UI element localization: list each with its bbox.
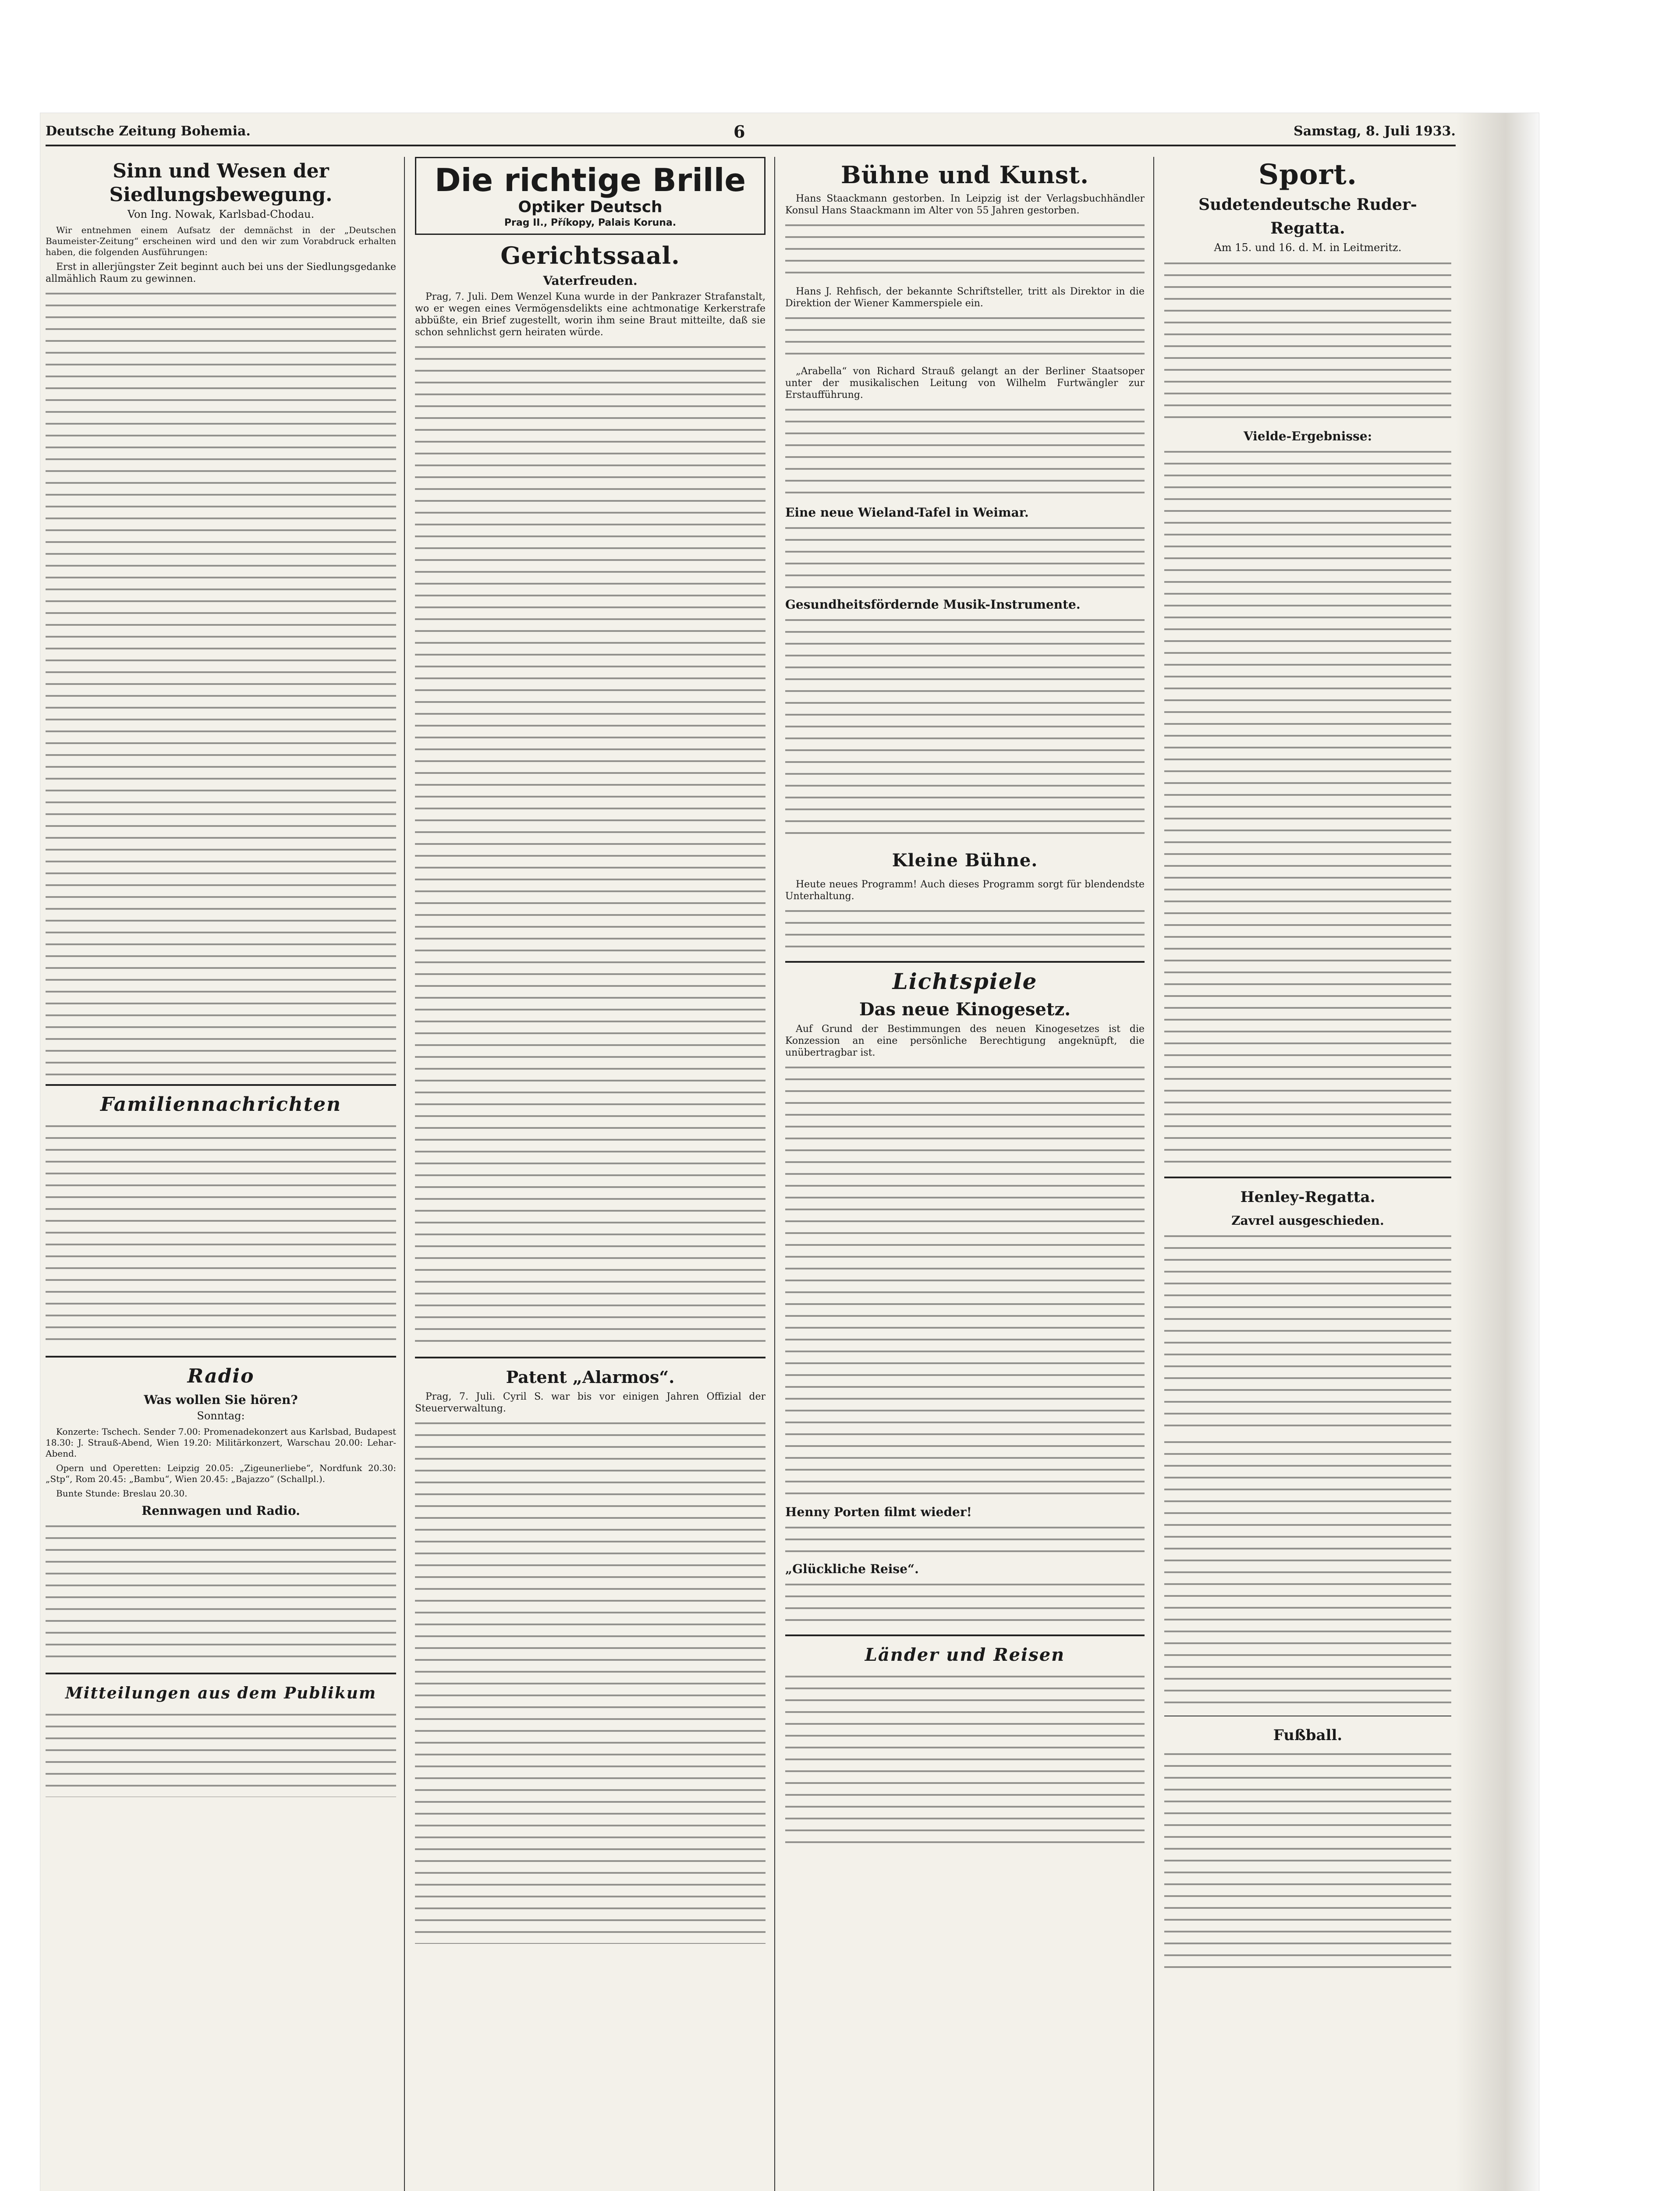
henley-title: Henley-Regatta. [1240,1188,1375,1206]
advert-company: Optiker Deutsch [518,198,663,216]
news-item-text [785,523,1145,593]
divider [785,1634,1145,1636]
cinema-news-title: „Glückliche Reise“. [785,1562,919,1576]
section-title-public: Mitteilungen aus dem Publikum [65,1684,377,1702]
article-byline: Von Ing. Nowak, Karlsbad-Chodau. [127,208,315,220]
article-body-text [415,342,766,1350]
section-title-family: Familiennachrichten [100,1093,342,1116]
divider [46,1356,396,1358]
newspaper-name: Deutsche Zeitung Bohemia. [46,124,251,139]
article-lead: Prag, 7. Juli. Cyril S. war bis vor einigen Jahren Offizial der Steuerverwaltung. [415,1391,766,1414]
cinema-news-text [785,1579,1145,1627]
news-item-text [785,220,1145,281]
football-text [1164,1749,1451,1968]
news-item-text [785,615,1145,843]
column-rule [774,157,775,2191]
henley-text [1164,1231,1451,1432]
column-4 [1164,157,1451,2191]
small-stage-body [785,906,1145,954]
article-body-text [415,1418,766,1944]
cinema-article-text [785,1062,1145,1500]
henley-subtitle: Zavrel ausgeschieden. [1231,1213,1384,1228]
news-item-title: Eine neue Wieland-Tafel in Weimar. [785,505,1029,520]
football-title: Fußball. [1273,1727,1343,1744]
page-fold-shadow [1456,113,1539,2191]
family-notices-text [46,1121,396,1349]
news-item-text [785,313,1145,361]
small-stage-text: Heute neues Programm! Auch dieses Programm sorgt für blendendste Unterhaltung. [785,879,1145,902]
divider [46,1673,396,1674]
article-body-text [46,288,396,1077]
optician-advert [415,157,766,235]
cinema-article-lead: Auf Grund der Bestimmungen des neuen Kinogesetzes ist die Konzession an eine persönliche Berechtigung angeknüpft, die unübertragbar ist. [785,1024,1145,1058]
news-item-title: Gesundheitsfördernde Musik-Instrumente. [785,597,1081,612]
page-number: 6 [734,122,745,142]
divider [1164,1177,1451,1178]
section-title-small-stage: Kleine Bühne. [892,850,1038,871]
article-title-siedlung: Sinn und Wesen der Siedlungsbewegung. [109,160,333,206]
section-title-sport: Sport. [1258,158,1357,191]
column-2 [415,157,766,2191]
cinema-news-title: Henny Porten filmt wieder! [785,1505,972,1519]
cinema-news-text [785,1522,1145,1557]
sport-text [1164,1437,1451,1709]
section-title-radio: Radio [187,1365,255,1387]
article-paragraph: Erst in allerjüngster Zeit beginnt auch bei uns der Siedlungsgedanke allmählich Raum zu gewinnen. [46,262,396,284]
divider [46,1084,396,1086]
section-title-court: Gerichtssaal. [500,241,680,269]
column-rule [404,157,405,2191]
travel-text [785,1671,1145,1847]
regatta-title: Sudetendeutsche Ruder-Regatta. [1198,195,1417,238]
article-lead: Prag, 7. Juli. Dem Wenzel Kuna wurde in der Pankrazer Strafanstalt, wo er wegen eines Vermögensdelikts eine achtmonatige Kerkerstrafe abbüßte, ein Brief zugestellt, worin ihm seine Braut mitteilte, daß sie schon sehnlichst gern heiraten würde. [415,291,766,338]
news-item: Hans J. Rehfisch, der bekannte Schriftsteller, tritt als Direktor in die Direktion der Wiener Kammerspiele ein. [785,286,1145,309]
divider [785,961,1145,963]
column-1 [46,157,396,2191]
article-intro: Wir entnehmen einem Aufsatz der demnächst in der „Deutschen Baumeister-Zeitung“ erscheinen wird und den wir zum Vorabdruck erhalten haben, die folgenden Ausführungen: [46,225,396,257]
radio-opera: Opern und Operetten: Leipzig 20.05: „Zigeunerliebe“, Nordfunk 20.30: „Stp“, Rom 20.45: „Bambu“, Wien 20.45: „Bajazzo“ (Schallpl.). [46,1463,396,1484]
advert-address: Prag II., Příkopy, Palais Koruna. [504,217,677,228]
page-header [46,121,1456,146]
regatta-results-text [1164,447,1451,1170]
advert-headline: Die richtige Brille [434,162,746,199]
section-title-travel: Länder und Reisen [865,1645,1065,1665]
radio-mixed: Bunte Stunde: Breslau 20.30. [56,1488,188,1499]
news-item-text [785,404,1145,501]
column-rule [1153,157,1154,2191]
article-title-alarmos: Patent „Alarmos“. [506,1367,675,1387]
radio-subtitle: Was wollen Sie hören? [144,1393,298,1407]
radio-news-title: Rennwagen und Radio. [142,1503,300,1518]
issue-date: Samstag, 8. Juli 1933. [1294,124,1456,139]
section-title-stage: Bühne und Kunst. [840,161,1089,189]
divider [415,1357,766,1358]
regatta-dates: Am 15. und 16. d. M. in Leitmeritz. [1214,241,1402,254]
public-notices-text [46,1709,396,1797]
column-3 [785,157,1145,2191]
cinema-article-title: Das neue Kinogesetz. [859,999,1071,1020]
article-title-vaterfreuden: Vaterfreuden. [543,273,638,288]
section-title-cinema: Lichtspiele [892,968,1038,994]
results-title: Vielde-Ergebnisse: [1243,429,1372,443]
regatta-intro-text [1164,258,1451,425]
newspaper-page [40,113,1539,2191]
radio-concerts: Konzerte: Tschech. Sender 7.00: Promenadekonzert aus Karlsbad, Budapest 18.30: J. Strauß-Abend, Wien 19.20: Militärkonzert, Warschau 20.00: Lehar-Abend. [46,1426,396,1459]
news-item: „Arabella“ von Richard Strauß gelangt an der Berliner Staatsoper unter der musikalischen Leitung von Wilhelm Furtwängler zur Erstaufführung. [785,366,1145,401]
radio-day: Sonntag: [197,1410,245,1422]
radio-news-text [46,1521,396,1666]
news-item: Hans Staackmann gestorben. In Leipzig ist der Verlagsbuchhändler Konsul Hans Staackmann im Alter von 55 Jahren gestorben. [785,193,1145,216]
